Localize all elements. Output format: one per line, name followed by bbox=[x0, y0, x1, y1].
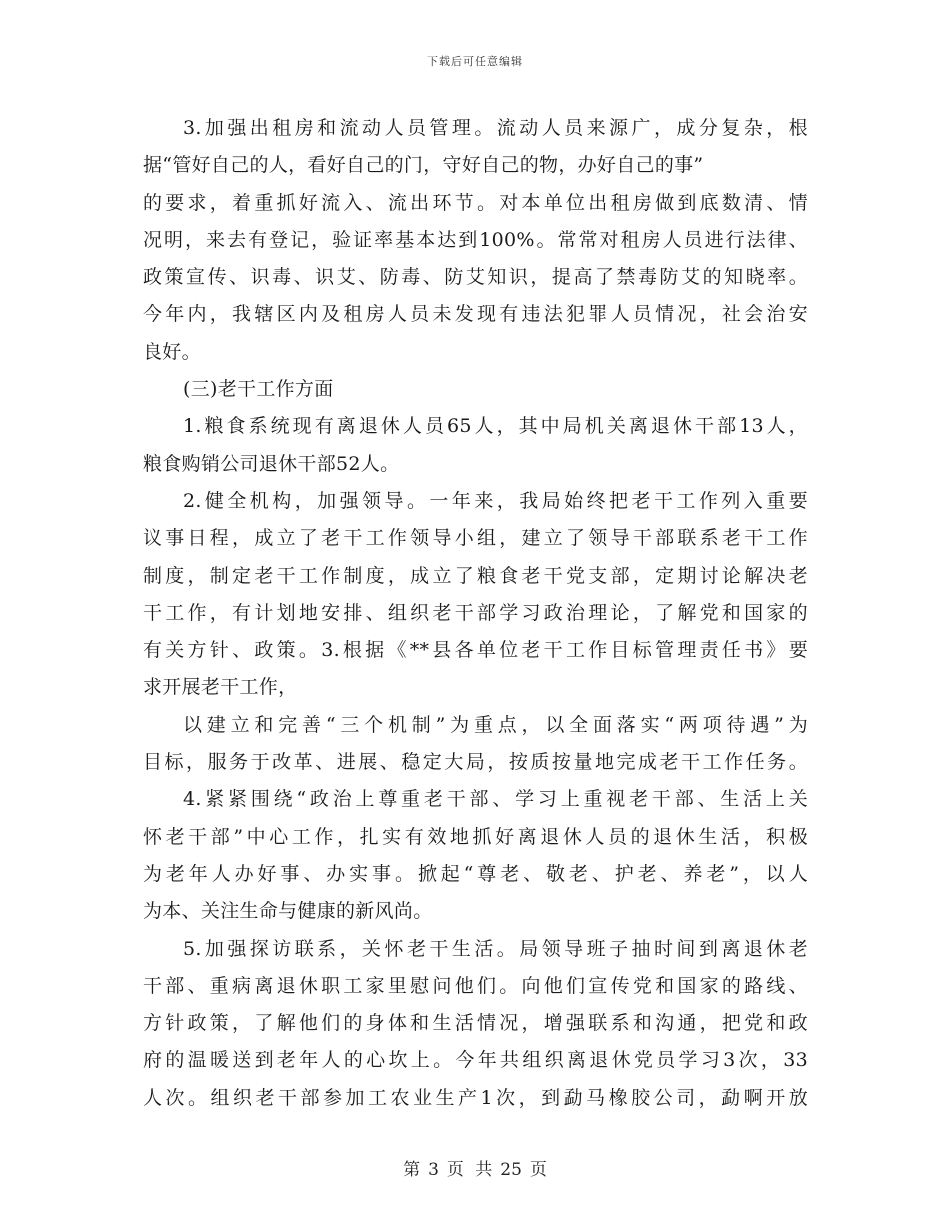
text-line: 为本、关注生命与健康的新风尚。 bbox=[143, 900, 433, 923]
text-line: 干工作，有计划地安排、组织老干部学习政治理论，了解党和国家的 bbox=[143, 601, 808, 624]
text-line: 今年内，我辖区内及租房人员未发现有违法犯罪人员情况，社会治安 bbox=[143, 303, 808, 326]
text-line: 况明，来去有登记，验证率基本达到100%。常常对租房人员进行法律、 bbox=[143, 228, 808, 251]
text-line: 3.加强出租房和流动人员管理。流动人员来源广，成分复杂，根 bbox=[183, 117, 808, 139]
text-line: 1.粮食系统现有离退休人员65人，其中局机关离退休干部13人， bbox=[183, 415, 808, 438]
text-line: 的要求，着重抓好流入、流出环节。对本单位出租房做到底数清、情 bbox=[143, 191, 808, 214]
document-body bbox=[143, 110, 808, 1117]
text-line: 良好。 bbox=[143, 340, 201, 363]
text-line: 怀老干部”中心工作，扎实有效地抓好离退休人员的退休生活，积极 bbox=[143, 825, 808, 848]
text-line: 据“管好自己的人，看好自己的门，守好自己的物，办好自己的事” bbox=[143, 154, 704, 177]
footer-middle: 页 共 bbox=[446, 1160, 493, 1180]
text-line: 干部、重病离退休职工家里慰问他们。向他们宣传党和国家的路线、 bbox=[143, 974, 808, 997]
text-line: 政策宣传、识毒、识艾、防毒、防艾知识，提高了禁毒防艾的知晓率。 bbox=[143, 266, 808, 289]
text-line: (三)老干工作方面 bbox=[183, 378, 334, 401]
text-line: 4.紧紧围绕“政治上尊重老干部、学习上重视老干部、生活上关 bbox=[183, 788, 808, 811]
footer-suffix: 页 bbox=[529, 1160, 547, 1180]
text-line: 粮食购销公司退休干部52人。 bbox=[143, 452, 400, 475]
text-line: 以建立和完善“三个机制”为重点，以全面落实“两项待遇”为 bbox=[183, 713, 808, 736]
text-line: 有关方针、政策。3.根据《**县各单位老干工作目标管理责任书》要 bbox=[143, 639, 808, 662]
page-footer bbox=[0, 1155, 950, 1180]
page-header-note: 下载后可任意编辑 bbox=[427, 55, 523, 68]
text-line: 议事日程，成立了老干工作领导小组，建立了领导干部联系老干工作 bbox=[143, 527, 808, 550]
footer-current-page: 3 bbox=[428, 1160, 439, 1180]
text-line: 方针政策，了解他们的身体和生活情况，增强联系和沟通，把党和政 bbox=[143, 1012, 808, 1035]
text-line: 人次。组织老干部参加工农业生产1次，到勐马橡胶公司，勐啊开放 bbox=[143, 1086, 808, 1109]
text-line: 目标，服务于改革、进展、稳定大局，按质按量地完成老干工作任务。 bbox=[143, 751, 808, 774]
text-line: 制度，制定老干工作制度，成立了粮食老干党支部，定期讨论解决老 bbox=[143, 564, 808, 587]
footer-total-pages: 25 bbox=[500, 1160, 522, 1180]
text-line: 为老年人办好事、办实事。掀起“尊老、敬老、护老、养老”，以人 bbox=[143, 862, 808, 885]
text-line: 求开展老干工作， bbox=[143, 676, 298, 699]
text-line: 府的温暖送到老年人的心坎上。今年共组织离退休党员学习3次，33 bbox=[143, 1049, 808, 1072]
footer-prefix: 第 bbox=[403, 1160, 421, 1180]
text-line: 2.健全机构，加强领导。一年来，我局始终把老干工作列入重要 bbox=[183, 489, 808, 512]
text-line: 5.加强探访联系，关怀老干生活。局领导班子抽时间到离退休老 bbox=[183, 937, 808, 960]
